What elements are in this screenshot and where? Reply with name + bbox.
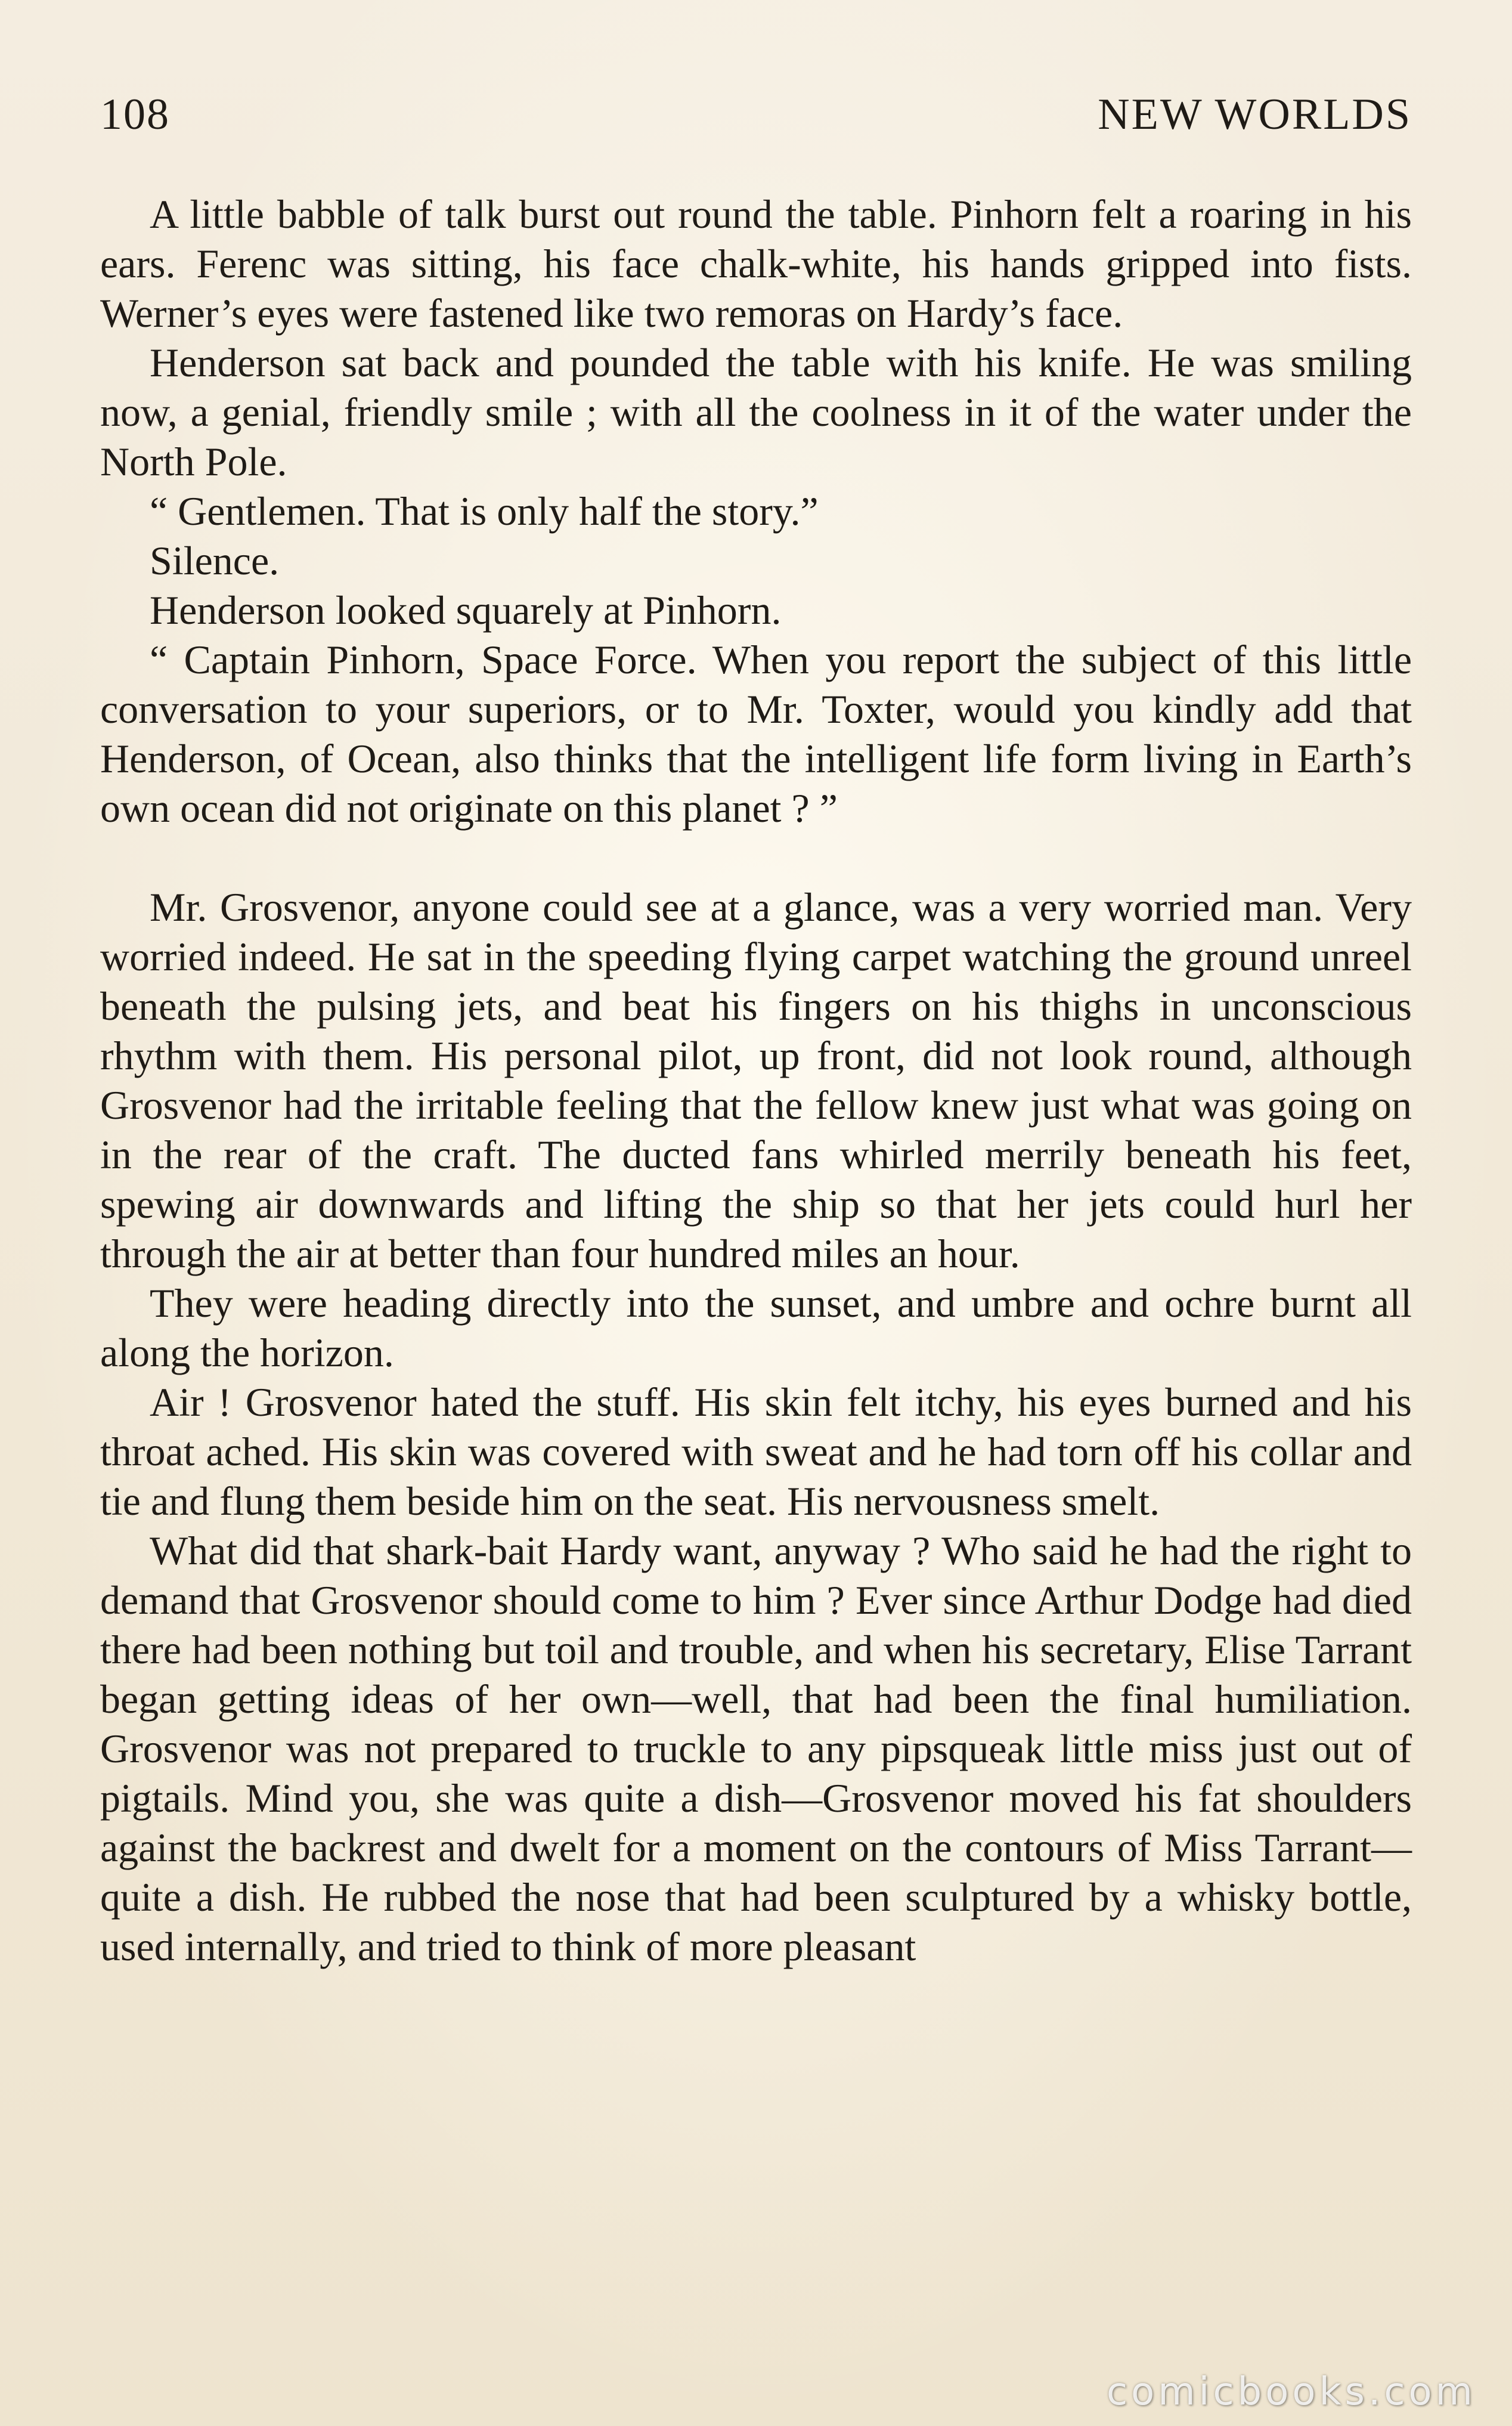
paragraph: “ Gentlemen. That is only half the story.” bbox=[150, 488, 819, 534]
paragraph: Henderson looked squarely at Pinhorn. bbox=[150, 587, 782, 633]
paragraph: They were heading directly into the sunset, and umbre and ochre burnt all along the horizon. bbox=[100, 1280, 1412, 1375]
page-header bbox=[100, 89, 1412, 155]
paragraph: A little babble of talk burst out round the table. Pinhorn felt a roaring in his ears. Ferenc was sitting, his face chalk-white, his hands gripped into fists. Werner’s eyes were fastened like two remoras on Hardy’s face. bbox=[100, 191, 1412, 336]
paragraph: Air ! Grosvenor hated the stuff. His skin felt itchy, his eyes burned and his throat ached. His skin was covered with sweat and he had torn off his collar and tie and flung them beside him on the seat. His nervousness smelt. bbox=[100, 1379, 1412, 1524]
running-head: NEW WORLDS bbox=[1098, 90, 1412, 139]
watermark: comicbooks.com bbox=[1106, 2370, 1476, 2414]
paragraph: “ Captain Pinhorn, Space Force. When you report the subject of this little conversation to your superiors, or to Mr. Toxter, would you kindly add that Henderson, of Ocean, also thinks that the intelligent life form living in Earth’s own ocean did not originate on this planet ? ” bbox=[100, 637, 1412, 831]
paragraph: Mr. Grosvenor, anyone could see at a glance, was a very worried man. Very worried indeed. He sat in the speeding flying carpet watching the ground unreel beneath the pulsing jets, and beat his fingers on his thighs in unconscious rhythm with them. His personal pilot, up front, did not look round, although Grosvenor had the irritable feeling that the fellow knew just what was going on in the rear of the craft. The ducted fans whirled merrily beneath his feet, spewing air downwards and lifting the ship so that her jets could hurl her through the air at better than four hundred miles an hour. bbox=[100, 884, 1412, 1276]
paragraph: Silence. bbox=[150, 538, 280, 583]
body-text bbox=[100, 190, 1412, 1972]
paragraph: What did that shark-bait Hardy want, anyway ? Who said he had the right to demand that Grosvenor should come to him ? Ever since Arthur Dodge had died there had been nothing but toil and trouble, and when his secretary, Elise Tarrant began getting ideas of her own—well, that had been the final humiliation. Grosvenor was not prepared to truckle to any pipsqueak little miss just out of pigtails. Mind you, she was quite a dish—Grosvenor moved his fat shoulders against the backrest and dwelt for a moment on the contours of Miss Tarrant—quite a dish. He rubbed the nose that had been sculptured by a whisky bottle, used internally, and tried to think of more pleasant bbox=[100, 1528, 1412, 1969]
page-number: 108 bbox=[100, 90, 170, 139]
paragraph: Henderson sat back and pounded the table with his knife. He was smiling now, a genial, friendly smile ; with all the coolness in it of the water under the North Pole. bbox=[100, 340, 1412, 484]
